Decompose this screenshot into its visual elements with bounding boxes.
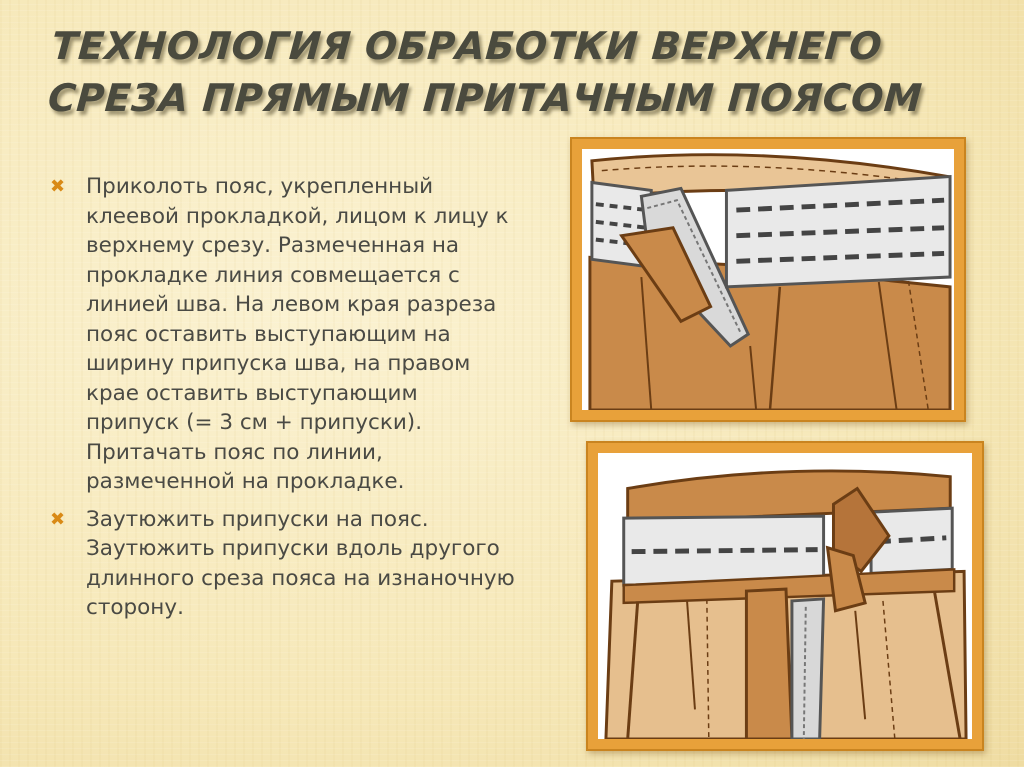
waistband-pressed-drawing xyxy=(598,453,972,739)
waistband-pressed-illustration xyxy=(586,441,984,751)
bullet-list xyxy=(46,172,516,631)
bullet-text: Приколоть пояс, укрепленный клеевой прокладкой, лицом к лицу к верхнему срезу. Размеченная на прокладке линия совмещается с линией шва. На левом края разреза пояс оставить выступающим на ширину припуска шва, на правом крае оставить выступающим припуск (= 3 см + припуски). Притачать пояс по линии, размеченной на прокладке. xyxy=(86,174,509,494)
bullet-text: Заутюжить припуски на пояс. Заутюжить припуски вдоль другого длинного среза пояса на изнаночную сторону. xyxy=(86,506,515,620)
waistband-pinned-drawing xyxy=(582,149,954,410)
waistband-pinned-illustration xyxy=(570,137,966,422)
bullet-item xyxy=(46,172,516,497)
bullet-x-icon: ✖ xyxy=(50,176,66,197)
bullet-x-icon: ✖ xyxy=(50,508,66,530)
bullet-item xyxy=(46,505,516,623)
slide-title: ТЕХНОЛОГИЯ ОБРАБОТКИ ВЕРХНЕГО СРЕЗА ПРЯМЫМ ПРИТАЧНЫМ ПОЯСОМ xyxy=(46,24,924,120)
